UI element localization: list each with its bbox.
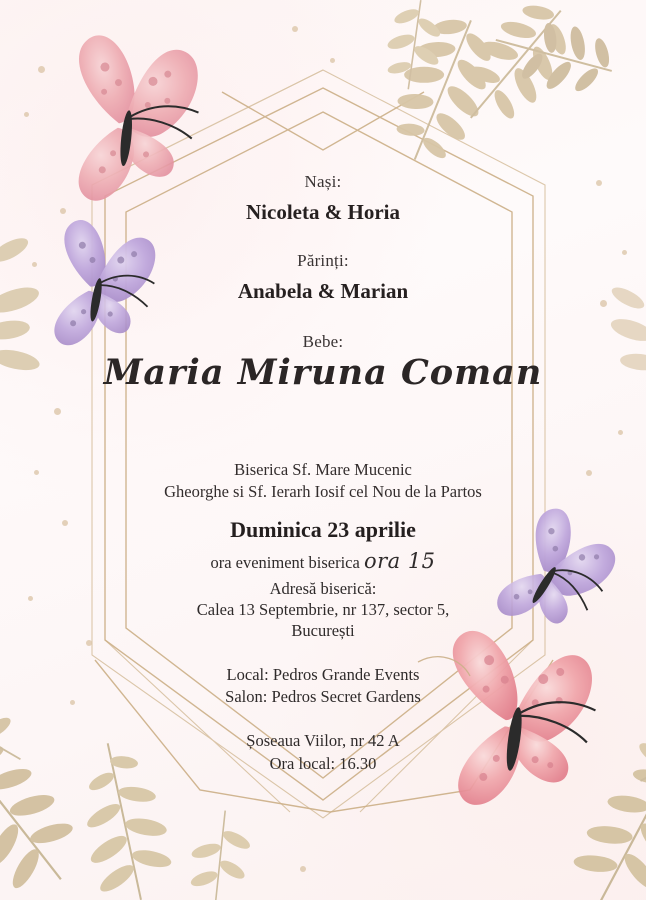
- parents-block: [0, 251, 646, 304]
- godparents-block: [0, 172, 646, 225]
- church-address-line-2: București: [291, 621, 355, 641]
- baby-block: [0, 332, 646, 393]
- event-time-label: ora eveniment biserica: [210, 553, 360, 573]
- venue-local: Local: Pedros Grande Events: [226, 664, 420, 684]
- event-time: [0, 549, 646, 573]
- venue-salon: Salon: Pedros Secret Gardens: [225, 687, 421, 707]
- church-block: [0, 459, 646, 504]
- parents-label: Părinți:: [297, 251, 349, 270]
- event-block: [0, 517, 646, 642]
- church-address-label: Adresă biserică:: [269, 579, 377, 599]
- venue-block: [0, 664, 646, 775]
- godparents-label: Nași:: [304, 172, 342, 191]
- church-line-2: Gheorghe si Sf. Ierarh Iosif cel Nou de la Partos: [164, 481, 482, 501]
- baby-name: Maria Miruna Coman: [103, 352, 543, 393]
- venue-address: Șoseaua Viilor, nr 42 A: [246, 731, 400, 751]
- event-time-value: ora 15: [363, 549, 436, 574]
- event-date: Duminica 23 aprilie: [230, 517, 416, 543]
- church-address-line-1: Calea 13 Septembrie, nr 137, sector 5,: [196, 600, 450, 620]
- parents-names: Anabela & Marian: [237, 279, 409, 303]
- godparents-names: Nicoleta & Horia: [246, 200, 400, 224]
- venue-time: Ora local: 16.30: [269, 753, 377, 773]
- baby-label: Bebe:: [302, 332, 344, 351]
- church-line-1: Biserica Sf. Mare Mucenic: [234, 459, 412, 479]
